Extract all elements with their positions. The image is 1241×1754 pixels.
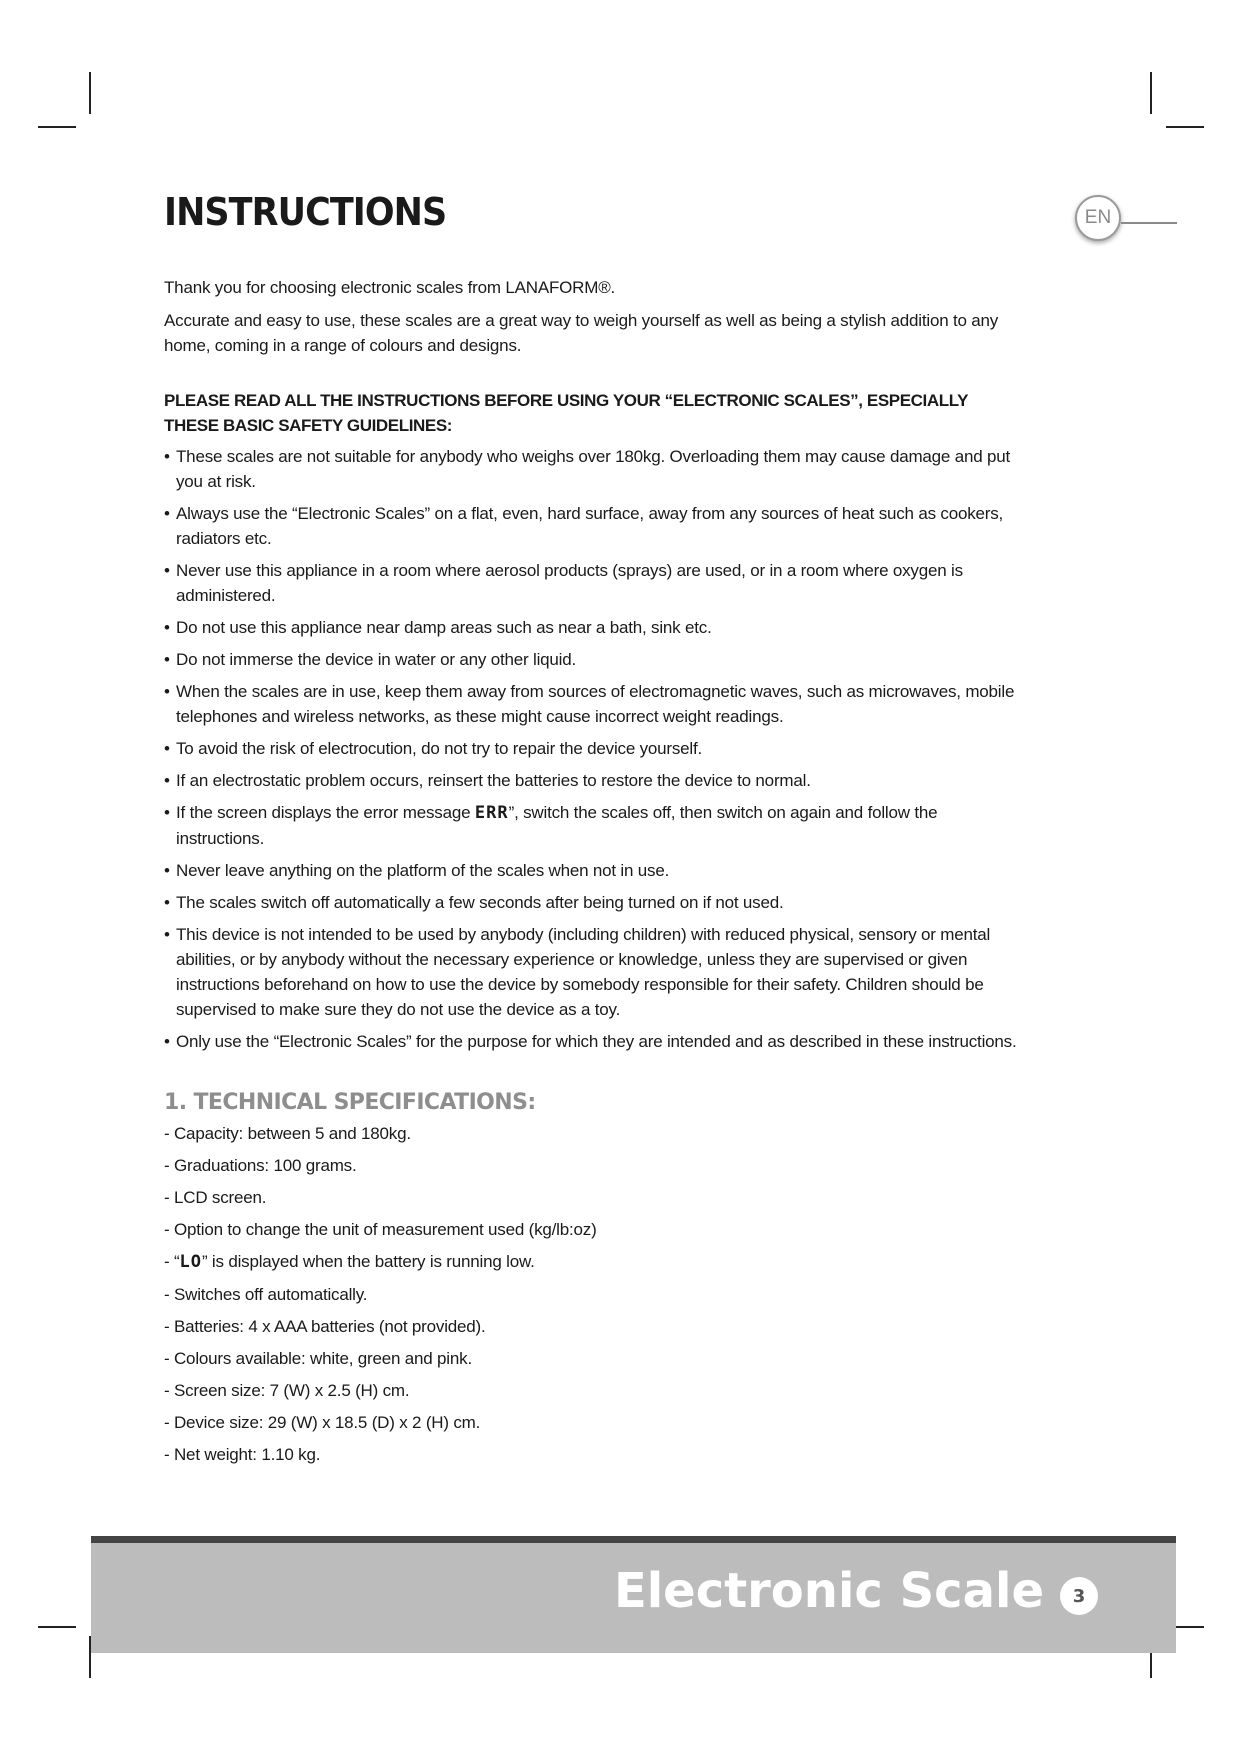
bullet-icon: • xyxy=(164,447,170,466)
error-text-after: ”, switch the scales off, then switch on again and follow the instructions. xyxy=(176,803,938,848)
safety-item-text: Always use the “Electronic Scales” on a flat, even, hard surface, away from any sources of heat such as cookers, radiators etc. xyxy=(176,504,1004,548)
bullet-icon: • xyxy=(164,739,170,758)
safety-item xyxy=(164,736,1024,761)
document-body xyxy=(164,275,1024,1474)
bullet-icon: • xyxy=(164,504,170,523)
crop-mark xyxy=(38,1626,76,1628)
safety-item-text: Do not immerse the device in water or any other liquid. xyxy=(176,650,577,669)
safety-item-text: Never use this appliance in a room where aerosol products (sprays) are used, or in a room where oxygen is administered. xyxy=(176,561,963,605)
spec-item: - Graduations: 100 grams. xyxy=(164,1156,357,1175)
error-text-before: If the screen displays the error message xyxy=(176,803,475,822)
bullet-icon: • xyxy=(164,771,170,790)
safety-item xyxy=(164,922,1024,1022)
footer-divider xyxy=(91,1536,1176,1543)
safety-item xyxy=(164,501,1024,551)
intro-paragraph: Accurate and easy to use, these scales are a great way to weigh yourself as well as being a stylish addition to any home, coming in a range of colours and designs. xyxy=(164,311,999,355)
page-title: INSTRUCTIONS xyxy=(164,190,447,234)
safety-item-text: When the scales are in use, keep them away from sources of electromagnetic waves, such as microwaves, mobile telephones and wireless networks, as these might cause incorrect weight readings. xyxy=(176,682,1015,726)
safety-item xyxy=(164,647,1024,672)
spec-item: - Net weight: 1.10 kg. xyxy=(164,1445,321,1464)
spec-item: - Option to change the unit of measurement used (kg/lb:oz) xyxy=(164,1220,597,1239)
page-footer xyxy=(91,1543,1176,1653)
safety-item xyxy=(164,858,1024,883)
bullet-icon: • xyxy=(164,682,170,701)
safety-item-text: Never leave anything on the platform of the scales when not in use. xyxy=(176,861,670,880)
safety-item xyxy=(164,558,1024,608)
safety-item-text: To avoid the risk of electrocution, do not try to repair the device yourself. xyxy=(176,739,703,758)
spec-item: - Switches off automatically. xyxy=(164,1285,368,1304)
safety-item xyxy=(164,1029,1024,1054)
safety-item xyxy=(164,768,1024,793)
language-badge: EN xyxy=(1075,195,1121,241)
spec-item: - Device size: 29 (W) x 18.5 (D) x 2 (H) cm. xyxy=(164,1413,481,1432)
safety-item-text: This device is not intended to be used by anybody (including children) with reduced physical, sensory or mental abilities, or by anybody without the necessary experience or knowledge, unless they are supervised or given instructions beforehand on how to use the device by somebody responsible for their safety. Children should be supervised to make sure they do not use the device as a toy. xyxy=(176,925,991,1019)
bullet-icon: • xyxy=(164,618,170,637)
crop-mark xyxy=(38,126,76,128)
safety-item-text: Do not use this appliance near damp areas such as near a bath, sink etc. xyxy=(176,618,712,637)
safety-item-text: Only use the “Electronic Scales” for the purpose for which they are intended and as described in these instructions. xyxy=(176,1032,1017,1051)
bullet-icon: • xyxy=(164,861,170,880)
spec-item: - Capacity: between 5 and 180kg. xyxy=(164,1124,411,1143)
language-badge-line xyxy=(1121,222,1177,224)
bullet-icon: • xyxy=(164,893,170,912)
bullet-icon: • xyxy=(164,925,170,944)
bullet-icon: • xyxy=(164,650,170,669)
page-number: 3 xyxy=(1060,1577,1098,1615)
lcd-low-code: LO xyxy=(179,1252,202,1272)
crop-mark xyxy=(89,72,91,114)
crop-mark xyxy=(1166,126,1204,128)
specs-heading: 1. TECHNICAL SPECIFICATIONS: xyxy=(164,1090,536,1115)
safety-item xyxy=(164,679,1024,729)
bullet-icon: • xyxy=(164,561,170,580)
safety-item-text: These scales are not suitable for anybody who weighs over 180kg. Overloading them may cause damage and put you at risk. xyxy=(176,447,1011,491)
spec-item: - Colours available: white, green and pink. xyxy=(164,1349,472,1368)
safety-list xyxy=(164,444,1024,1054)
safety-item xyxy=(164,890,1024,915)
bullet-icon: • xyxy=(164,1032,170,1051)
spec-item: - Batteries: 4 x AAA batteries (not provided). xyxy=(164,1317,486,1336)
safety-item xyxy=(164,444,1024,494)
bullet-icon: • xyxy=(164,803,170,822)
intro-paragraph: Thank you for choosing electronic scales from LANAFORM®. xyxy=(164,278,616,297)
safety-item-text: If an electrostatic problem occurs, reinsert the batteries to restore the device to normal. xyxy=(176,771,811,790)
safety-item-text: The scales switch off automatically a few seconds after being turned on if not used. xyxy=(176,893,784,912)
spec-item-low-battery xyxy=(164,1249,1024,1275)
spec-item: - Screen size: 7 (W) x 2.5 (H) cm. xyxy=(164,1381,410,1400)
lcd-error-code: ERR xyxy=(474,803,509,823)
low-text-after: ” is displayed when the battery is running low. xyxy=(201,1252,535,1271)
safety-item xyxy=(164,615,1024,640)
specs-list xyxy=(164,1121,1024,1467)
spec-item: - LCD screen. xyxy=(164,1188,267,1207)
low-text-before: - “ xyxy=(164,1252,180,1271)
safety-item-error xyxy=(164,800,1024,851)
footer-title: Electronic Scale xyxy=(613,1563,1044,1619)
safety-heading: PLEASE READ ALL THE INSTRUCTIONS BEFORE USING YOUR “ELECTRONIC SCALES”, ESPECIALLY THESE BASIC SAFETY GUIDELINES: xyxy=(164,391,968,435)
crop-mark xyxy=(1150,72,1152,114)
